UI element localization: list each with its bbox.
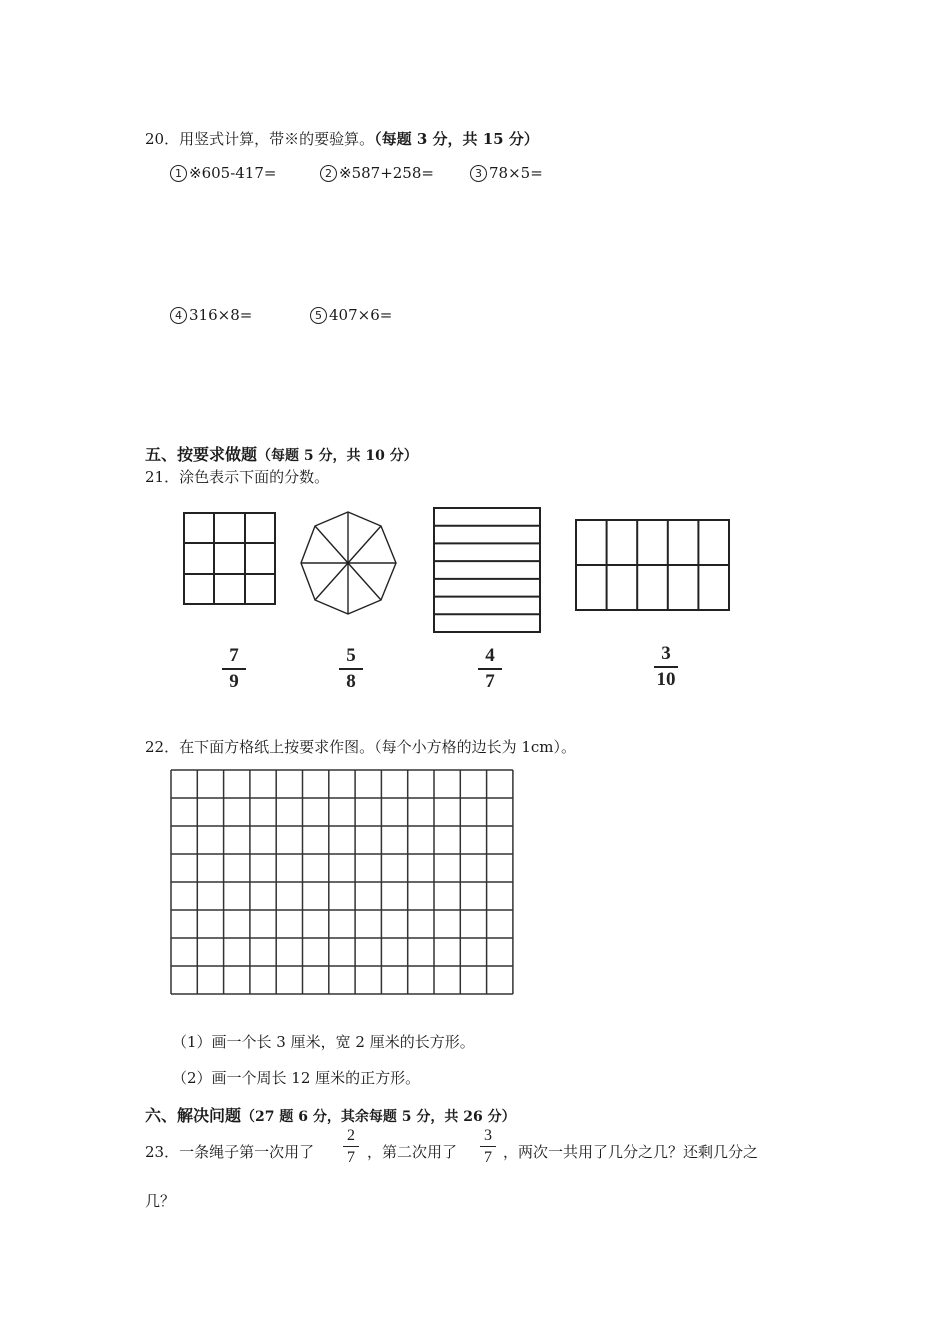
octagon-8-parts (301, 512, 396, 614)
inline-fraction (341, 1126, 361, 1167)
fraction-numerator: 7 (229, 645, 239, 666)
fraction-numerator: 5 (346, 645, 356, 666)
q22-sub1: （1）画一个长 3 厘米，宽 2 厘米的长方形。 (172, 1033, 475, 1051)
q23-part1: 23．一条绳子第一次用了 (145, 1143, 315, 1161)
q20-item-1 (170, 164, 276, 182)
section5-score: （每题 5 分，共 10 分） (257, 448, 418, 464)
section5-heading (145, 442, 418, 465)
fraction-denominator: 7 (347, 1149, 355, 1166)
inline-fraction (478, 1126, 498, 1167)
q20-item-2 (320, 164, 434, 182)
fraction-numerator: 3 (661, 643, 671, 664)
circled-number: 3 (470, 165, 487, 182)
circled-number: 1 (170, 165, 187, 182)
fraction-numerator: 4 (485, 645, 495, 666)
q20-item-4 (170, 306, 252, 324)
q23-part2: ，第二次用了 (367, 1143, 458, 1161)
section5-title: 五、按要求做题 (145, 445, 258, 464)
fraction-numerator: 2 (347, 1127, 355, 1144)
q21-title: 21．涂色表示下面的分数。 (145, 468, 330, 486)
square-grid-paper (0, 760, 950, 1000)
fraction-label (219, 646, 249, 692)
q20-item-5 (310, 306, 392, 324)
fraction-label (336, 646, 366, 692)
q23-part4: 几？ (145, 1192, 176, 1210)
circled-number: 2 (320, 165, 337, 182)
q22-sub2: （2）画一个周长 12 厘米的正方形。 (172, 1069, 421, 1087)
fraction-denominator: 8 (346, 671, 356, 692)
fraction-label (475, 646, 505, 692)
q20-title: 20．用竖式计算，带※的要验算。 (145, 130, 375, 148)
fraction-denominator: 10 (656, 669, 676, 690)
q20-expr: 316×8= (189, 306, 253, 324)
circled-number: 4 (170, 307, 187, 324)
q20-score: （每题 3 分，共 15 分） (374, 130, 539, 148)
section6-score: （27 题 6 分，其余每题 5 分，共 26 分） (241, 1109, 516, 1125)
q20-expr: 78×5= (489, 164, 543, 182)
q20-item-3 (470, 164, 543, 182)
rectangle-grid-10-parts (576, 520, 729, 610)
q23-part3: ，两次一共用了几分之几？还剩几分之 (503, 1143, 759, 1161)
square-grid-9-parts (184, 513, 275, 604)
q20-expr: ※605-417= (189, 164, 277, 182)
section6-heading (145, 1103, 516, 1126)
fraction-denominator: 9 (229, 671, 239, 692)
strip-rectangle-7-parts (434, 508, 540, 632)
q22-title: 22．在下面方格纸上按要求作图。（每个小方格的边长为 1cm）。 (145, 738, 577, 756)
q20-expr: ※587+258= (339, 164, 434, 182)
fraction-label (651, 644, 681, 690)
fraction-numerator: 3 (484, 1127, 492, 1144)
circled-number: 5 (310, 307, 327, 324)
fraction-denominator: 7 (484, 1149, 492, 1166)
q20-expr: 407×6= (329, 306, 393, 324)
fraction-denominator: 7 (485, 671, 495, 692)
q20-heading (145, 128, 539, 149)
section6-title: 六、解决问题 (145, 1106, 242, 1125)
